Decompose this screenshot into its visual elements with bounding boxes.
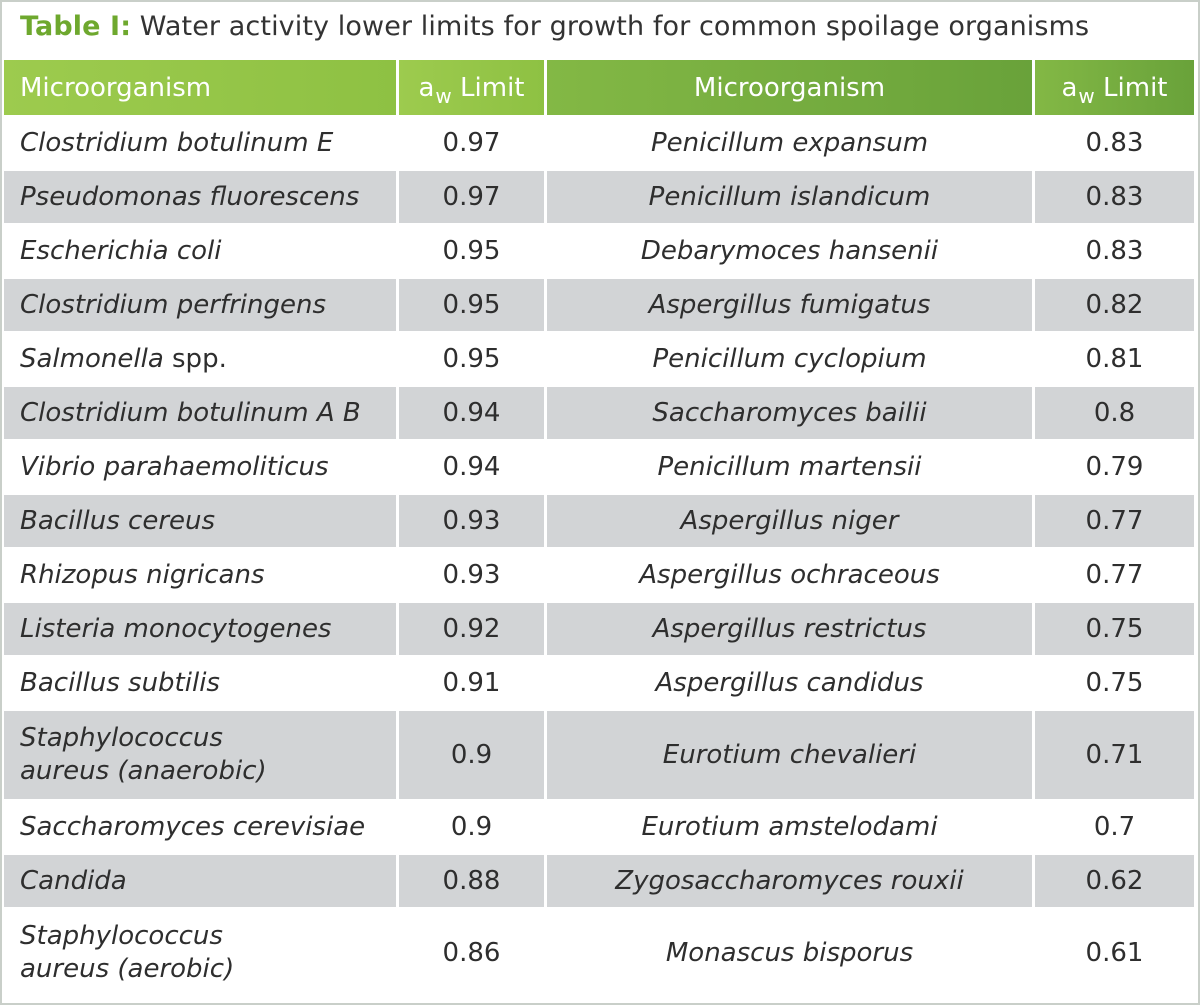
water-activity-table [4, 60, 1194, 997]
table-row [4, 907, 1194, 997]
table-row [4, 799, 1194, 853]
table-caption [20, 11, 1089, 42]
aw-value-left: 0.88 [399, 853, 547, 907]
header-aw-a: a [1061, 72, 1078, 103]
header-aw-sub: w [1078, 83, 1095, 108]
aw-value-right: 0.71 [1035, 709, 1194, 799]
aw-value-left: 0.97 [399, 169, 547, 223]
aw-value-right: 0.7 [1035, 799, 1194, 853]
table-row [4, 115, 1194, 169]
microorganism-right: Eurotium chevalieri [547, 709, 1035, 799]
microorganism-left: Listeria monocytogenes [4, 601, 399, 655]
aw-value-right: 0.83 [1035, 169, 1194, 223]
microorganism-left: Saccharomyces cerevisiae [4, 799, 399, 853]
microorganism-left: Salmonella spp. [4, 331, 399, 385]
table-row [4, 223, 1194, 277]
table-row [4, 331, 1194, 385]
aw-value-left: 0.93 [399, 493, 547, 547]
microorganism-right: Aspergillus fumigatus [547, 277, 1035, 331]
microorganism-left: Clostridium botulinum A B [4, 385, 399, 439]
aw-value-right: 0.82 [1035, 277, 1194, 331]
header-aw-sub: w [435, 83, 452, 108]
aw-value-left: 0.86 [399, 907, 547, 997]
aw-value-left: 0.95 [399, 223, 547, 277]
microorganism-right: Aspergillus restrictus [547, 601, 1035, 655]
header-microorganism-right: Microorganism [547, 60, 1035, 115]
table-row [4, 853, 1194, 907]
header-microorganism-left: Microorganism [4, 60, 399, 115]
header-aw-a: a [418, 72, 435, 103]
header-row [4, 60, 1194, 115]
microorganism-left: Clostridium perfringens [4, 277, 399, 331]
aw-value-right: 0.83 [1035, 223, 1194, 277]
table-row [4, 547, 1194, 601]
microorganism-left: Rhizopus nigricans [4, 547, 399, 601]
aw-value-right: 0.77 [1035, 493, 1194, 547]
aw-value-left: 0.9 [399, 709, 547, 799]
table-row [4, 655, 1194, 709]
microorganism-right: Aspergillus niger [547, 493, 1035, 547]
table-row [4, 439, 1194, 493]
microorganism-left: Clostridium botulinum E [4, 115, 399, 169]
microorganism-right: Monascus bisporus [547, 907, 1035, 997]
microorganism-right: Penicillum cyclopium [547, 331, 1035, 385]
aw-value-right: 0.79 [1035, 439, 1194, 493]
aw-value-left: 0.95 [399, 277, 547, 331]
microorganism-left: Vibrio parahaemoliticus [4, 439, 399, 493]
microorganism-right: Penicillum martensii [547, 439, 1035, 493]
aw-value-right: 0.8 [1035, 385, 1194, 439]
microorganism-right: Aspergillus ochraceous [547, 547, 1035, 601]
table-row [4, 601, 1194, 655]
aw-value-left: 0.94 [399, 439, 547, 493]
header-aw-limit-left [399, 60, 547, 115]
caption-lead: Table I: [20, 11, 132, 42]
microorganism-left: Candida [4, 853, 399, 907]
microorganism-left: Staphylococcus aureus (anaerobic) [4, 709, 399, 799]
aw-value-right: 0.62 [1035, 853, 1194, 907]
microorganism-left: Bacillus subtilis [4, 655, 399, 709]
microorganism-left: Bacillus cereus [4, 493, 399, 547]
aw-value-left: 0.94 [399, 385, 547, 439]
aw-value-left: 0.9 [399, 799, 547, 853]
aw-value-right: 0.75 [1035, 655, 1194, 709]
microorganism-right: Debarymoces hansenii [547, 223, 1035, 277]
aw-value-right: 0.61 [1035, 907, 1194, 997]
microorganism-right: Aspergillus candidus [547, 655, 1035, 709]
header-aw-limit-text: Limit [1094, 72, 1168, 103]
table-row [4, 385, 1194, 439]
header-aw-limit-right [1035, 60, 1194, 115]
microorganism-right: Saccharomyces bailii [547, 385, 1035, 439]
caption-text: Water activity lower limits for growth for common spoilage organisms [131, 11, 1090, 42]
aw-value-left: 0.95 [399, 331, 547, 385]
microorganism-right: Eurotium amstelodami [547, 799, 1035, 853]
table-row [4, 169, 1194, 223]
microorganism-right: Penicillum islandicum [547, 169, 1035, 223]
table-row [4, 709, 1194, 799]
aw-value-left: 0.97 [399, 115, 547, 169]
header-aw-limit-text: Limit [451, 72, 525, 103]
aw-value-right: 0.75 [1035, 601, 1194, 655]
table-row [4, 493, 1194, 547]
aw-value-left: 0.93 [399, 547, 547, 601]
aw-value-right: 0.81 [1035, 331, 1194, 385]
microorganism-right: Zygosaccharomyces rouxii [547, 853, 1035, 907]
aw-value-right: 0.83 [1035, 115, 1194, 169]
aw-value-left: 0.92 [399, 601, 547, 655]
aw-value-right: 0.77 [1035, 547, 1194, 601]
aw-value-left: 0.91 [399, 655, 547, 709]
microorganism-right: Penicillum expansum [547, 115, 1035, 169]
microorganism-left: Staphylococcus aureus (aerobic) [4, 907, 399, 997]
microorganism-left: Pseudomonas fluorescens [4, 169, 399, 223]
table-row [4, 277, 1194, 331]
microorganism-left: Escherichia coli [4, 223, 399, 277]
